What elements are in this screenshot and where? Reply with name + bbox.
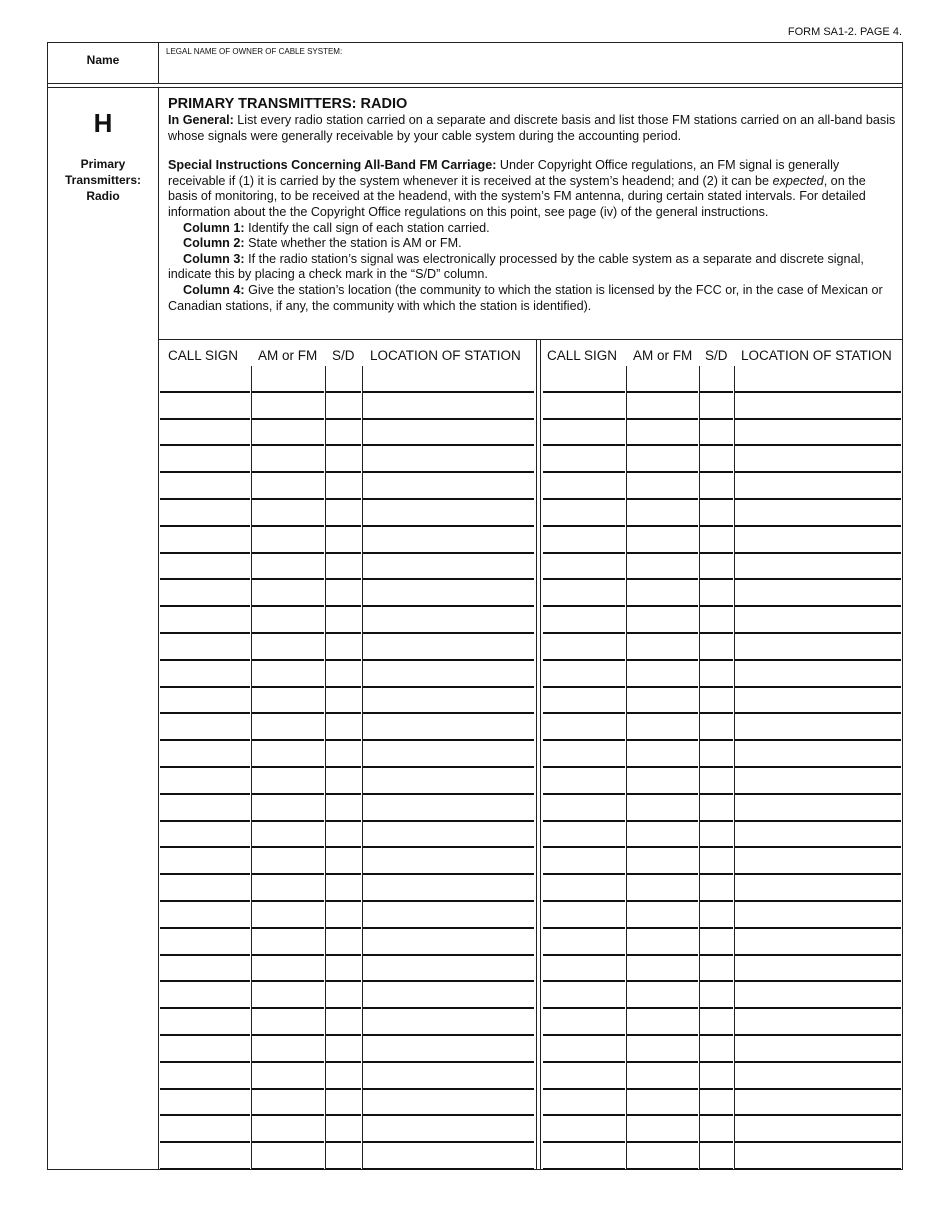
col1-text: Identify the call sign of each station carried. [244, 220, 490, 235]
entry-line[interactable] [160, 900, 250, 902]
entry-line[interactable] [700, 846, 733, 848]
entry-line[interactable] [627, 793, 698, 795]
entry-line[interactable] [160, 498, 250, 500]
header-am-fm-1: AM or FM [258, 348, 318, 363]
entry-line[interactable] [700, 927, 733, 929]
header-call-sign-2: CALL SIGN [547, 348, 618, 363]
entry-line[interactable] [543, 873, 625, 875]
entry-line[interactable] [160, 739, 250, 741]
entry-line[interactable] [326, 712, 361, 714]
entry-line[interactable] [160, 980, 250, 982]
entry-line[interactable] [160, 793, 250, 795]
entry-line[interactable] [160, 1061, 250, 1063]
entry-line[interactable] [543, 391, 625, 393]
entry-line[interactable] [543, 525, 625, 527]
entry-line[interactable] [627, 632, 698, 634]
entry-line[interactable] [326, 525, 361, 527]
entry-line[interactable] [363, 498, 534, 500]
entry-line[interactable] [326, 578, 361, 580]
entry-line[interactable] [735, 1061, 901, 1063]
entry-line[interactable] [160, 391, 250, 393]
entry-line[interactable] [326, 1007, 361, 1009]
entry-line[interactable] [252, 900, 324, 902]
entry-line[interactable] [252, 846, 324, 848]
entry-line[interactable] [252, 766, 324, 768]
entry-line[interactable] [252, 498, 324, 500]
entry-line[interactable] [326, 418, 361, 420]
entry-line[interactable] [700, 712, 733, 714]
entry-line[interactable] [363, 873, 534, 875]
entry-line[interactable] [700, 578, 733, 580]
entry-line[interactable] [627, 498, 698, 500]
header-sd-1: S/D [332, 348, 355, 363]
entry-line[interactable] [160, 1088, 250, 1090]
entry-line[interactable] [700, 498, 733, 500]
entry-line[interactable] [543, 1061, 625, 1063]
entry-line[interactable] [700, 444, 733, 446]
entry-line[interactable] [252, 1007, 324, 1009]
entry-line[interactable] [252, 418, 324, 420]
form-frame [47, 42, 903, 1170]
entry-line[interactable] [326, 605, 361, 607]
entry-line[interactable] [700, 793, 733, 795]
entry-line[interactable] [326, 686, 361, 688]
entry-line[interactable] [252, 552, 324, 554]
entry-line[interactable] [326, 1061, 361, 1063]
entry-line[interactable] [627, 712, 698, 714]
entry-line[interactable] [735, 927, 901, 929]
entry-line[interactable] [627, 954, 698, 956]
column1-instruction [168, 221, 896, 237]
entry-line[interactable] [543, 927, 625, 929]
entry-line[interactable] [735, 954, 901, 956]
entry-line[interactable] [735, 873, 901, 875]
entry-line[interactable] [252, 739, 324, 741]
entry-line[interactable] [627, 1061, 698, 1063]
entry-line[interactable] [543, 632, 625, 634]
special-text-1: Under Copyright Office regulations, an FM signal is generally receivable if (1) it is carried by the system whenever it is received at the system’s headend; and (2) it can be [168, 158, 840, 188]
entry-line[interactable] [252, 1061, 324, 1063]
entry-line[interactable] [543, 1034, 625, 1036]
form-id: FORM SA1-2. PAGE 4. [787, 26, 902, 38]
entry-line[interactable] [700, 739, 733, 741]
header-location-2: LOCATION OF STATION [741, 348, 892, 363]
entry-line[interactable] [735, 846, 901, 848]
entry-line[interactable] [363, 391, 534, 393]
entry-line[interactable] [326, 471, 361, 473]
entry-line[interactable] [543, 1088, 625, 1090]
entry-line[interactable] [160, 1034, 250, 1036]
entry-line[interactable] [627, 525, 698, 527]
entry-line[interactable] [735, 766, 901, 768]
entry-line[interactable] [700, 552, 733, 554]
entry-line[interactable] [735, 686, 901, 688]
entry-line[interactable] [700, 525, 733, 527]
entry-line[interactable] [363, 1141, 534, 1143]
entry-line[interactable] [627, 1168, 698, 1170]
entry-line[interactable] [627, 1114, 698, 1116]
entry-line[interactable] [627, 927, 698, 929]
entry-line[interactable] [160, 578, 250, 580]
entry-line[interactable] [160, 471, 250, 473]
entry-line[interactable] [700, 1141, 733, 1143]
entry-line[interactable] [252, 471, 324, 473]
general-label: In General: [168, 113, 234, 127]
entry-line[interactable] [326, 444, 361, 446]
entry-line[interactable] [735, 391, 901, 393]
section-letter: H [93, 108, 113, 138]
entry-line[interactable] [363, 954, 534, 956]
entry-line[interactable] [543, 471, 625, 473]
entry-line[interactable] [543, 552, 625, 554]
header-sd-2: S/D [705, 348, 728, 363]
entry-line[interactable] [326, 873, 361, 875]
entry-line[interactable] [627, 605, 698, 607]
entry-line[interactable] [363, 820, 534, 822]
entry-line[interactable] [252, 686, 324, 688]
special-paragraph [168, 158, 896, 220]
entry-line[interactable] [326, 820, 361, 822]
entry-line[interactable] [627, 444, 698, 446]
entry-line[interactable] [627, 1034, 698, 1036]
entry-line[interactable] [627, 1088, 698, 1090]
entry-line[interactable] [543, 1141, 625, 1143]
entry-line[interactable] [252, 391, 324, 393]
entry-line[interactable] [326, 954, 361, 956]
entry-line[interactable] [326, 927, 361, 929]
entry-line[interactable] [252, 659, 324, 661]
entry-line[interactable] [160, 525, 250, 527]
entry-line[interactable] [160, 418, 250, 420]
special-label: Special Instructions Concerning All-Band FM Carriage: [168, 158, 497, 173]
entry-line[interactable] [735, 471, 901, 473]
col3-text: If the radio station’s signal was electronically processed by the cable system as a separate and discrete signal, indicate this by placing a check mark in the “S/D” column. [168, 251, 864, 282]
special-text-2: , on the basis of monitoring, to be received at the headend, with the system’s FM antenna, during certain stated intervals. For detailed information about the the Copyright Office regulations on this point, see page (iv) of the general instructions. [168, 173, 866, 219]
entry-line[interactable] [160, 954, 250, 956]
column-divider [699, 366, 700, 1169]
entry-line[interactable] [160, 927, 250, 929]
entry-line[interactable] [326, 498, 361, 500]
entry-line[interactable] [160, 1007, 250, 1009]
entry-line[interactable] [700, 820, 733, 822]
entry-line[interactable] [543, 980, 625, 982]
entry-line[interactable] [326, 391, 361, 393]
entry-line[interactable] [252, 954, 324, 956]
header-am-fm-2: AM or FM [633, 348, 693, 363]
header-location-1: LOCATION OF STATION [370, 348, 521, 363]
column-divider [626, 366, 627, 1169]
entry-line[interactable] [543, 954, 625, 956]
entry-line[interactable] [700, 980, 733, 982]
instructions-heading: PRIMARY TRANSMITTERS: RADIO [168, 96, 408, 112]
entry-line[interactable] [160, 712, 250, 714]
station-table [159, 339, 902, 1169]
entry-line[interactable] [363, 1007, 534, 1009]
section-content [159, 88, 902, 1169]
entry-line[interactable] [543, 1168, 625, 1170]
entry-line[interactable] [543, 846, 625, 848]
instructions [168, 96, 896, 314]
entry-line[interactable] [735, 1034, 901, 1036]
entry-line[interactable] [700, 471, 733, 473]
entry-line[interactable] [252, 1034, 324, 1036]
col4-label: Column 4: [183, 282, 245, 297]
table-split-divider [536, 340, 541, 1169]
entry-line[interactable] [700, 659, 733, 661]
entry-line[interactable] [735, 739, 901, 741]
entry-line[interactable] [160, 1168, 250, 1170]
entry-line[interactable] [627, 659, 698, 661]
entry-line[interactable] [326, 1168, 361, 1170]
column-divider [251, 366, 252, 1169]
entry-line[interactable] [700, 873, 733, 875]
col1-label: Column 1: [183, 220, 245, 235]
entry-line[interactable] [700, 605, 733, 607]
entry-line[interactable] [363, 1168, 534, 1170]
entry-line[interactable] [326, 766, 361, 768]
entry-line[interactable] [543, 766, 625, 768]
entry-line[interactable] [326, 632, 361, 634]
entry-line[interactable] [700, 1088, 733, 1090]
entry-line[interactable] [735, 900, 901, 902]
entry-line[interactable] [363, 793, 534, 795]
entry-line[interactable] [160, 659, 250, 661]
entry-line[interactable] [326, 1114, 361, 1116]
entry-line[interactable] [735, 444, 901, 446]
entry-line[interactable] [735, 605, 901, 607]
entry-line[interactable] [700, 1007, 733, 1009]
entry-line[interactable] [627, 766, 698, 768]
entry-line[interactable] [543, 578, 625, 580]
entry-line[interactable] [543, 659, 625, 661]
entry-line[interactable] [700, 900, 733, 902]
entry-line[interactable] [363, 846, 534, 848]
entry-line[interactable] [252, 525, 324, 527]
entry-line[interactable] [735, 578, 901, 580]
entry-line[interactable] [363, 418, 534, 420]
col2-text: State whether the station is AM or FM. [244, 236, 462, 251]
section-sidebar [48, 88, 159, 1169]
entry-line[interactable] [363, 605, 534, 607]
column-divider [362, 366, 363, 1169]
entry-line[interactable] [735, 525, 901, 527]
entry-line[interactable] [252, 444, 324, 446]
entry-line[interactable] [700, 1114, 733, 1116]
entry-line[interactable] [700, 1061, 733, 1063]
name-label: Name [48, 43, 159, 83]
entry-line[interactable] [700, 1034, 733, 1036]
entry-line[interactable] [252, 980, 324, 982]
entry-line[interactable] [160, 1114, 250, 1116]
entry-line[interactable] [543, 686, 625, 688]
entry-line[interactable] [160, 846, 250, 848]
entry-line[interactable] [363, 444, 534, 446]
entry-line[interactable] [326, 793, 361, 795]
entry-line[interactable] [326, 980, 361, 982]
entry-line[interactable] [543, 739, 625, 741]
entry-line[interactable] [160, 873, 250, 875]
entry-line[interactable] [252, 793, 324, 795]
entry-line[interactable] [252, 712, 324, 714]
entry-line[interactable] [735, 632, 901, 634]
entry-line[interactable] [627, 1141, 698, 1143]
entry-line[interactable] [700, 686, 733, 688]
entry-line[interactable] [627, 900, 698, 902]
entry-line[interactable] [326, 1034, 361, 1036]
entry-line[interactable] [627, 552, 698, 554]
column-divider [734, 366, 735, 1169]
header-call-sign-1: CALL SIGN [168, 348, 239, 363]
entry-line[interactable] [700, 766, 733, 768]
col3-label: Column 3: [183, 251, 245, 266]
entry-line[interactable] [543, 820, 625, 822]
entry-line[interactable] [735, 1007, 901, 1009]
entry-line[interactable] [543, 1114, 625, 1116]
entry-line[interactable] [363, 578, 534, 580]
entry-line[interactable] [735, 1168, 901, 1170]
special-emph: expected [772, 173, 824, 188]
entry-line[interactable] [363, 980, 534, 982]
entry-line[interactable] [363, 632, 534, 634]
entry-line[interactable] [363, 686, 534, 688]
entry-line[interactable] [735, 418, 901, 420]
entry-line[interactable] [735, 552, 901, 554]
entry-line[interactable] [700, 1168, 733, 1170]
column-divider [325, 366, 326, 1169]
entry-line[interactable] [160, 766, 250, 768]
entry-line[interactable] [363, 1061, 534, 1063]
entry-line[interactable] [627, 1007, 698, 1009]
entry-line[interactable] [627, 739, 698, 741]
entry-line[interactable] [363, 659, 534, 661]
entry-line[interactable] [326, 739, 361, 741]
entry-line[interactable] [543, 1007, 625, 1009]
entry-line[interactable] [543, 712, 625, 714]
entry-line[interactable] [627, 391, 698, 393]
entry-line[interactable] [627, 418, 698, 420]
entry-line[interactable] [160, 686, 250, 688]
general-paragraph [168, 113, 896, 144]
entry-line[interactable] [543, 418, 625, 420]
entry-line[interactable] [252, 1114, 324, 1116]
entry-line[interactable] [252, 820, 324, 822]
entry-line[interactable] [735, 1088, 901, 1090]
entry-line[interactable] [700, 391, 733, 393]
entry-line[interactable] [735, 498, 901, 500]
entry-line[interactable] [627, 471, 698, 473]
col2-label: Column 2: [183, 236, 245, 251]
entry-line[interactable] [363, 712, 534, 714]
entry-line[interactable] [252, 632, 324, 634]
entry-line[interactable] [627, 980, 698, 982]
entry-line[interactable] [363, 900, 534, 902]
entry-line[interactable] [160, 444, 250, 446]
entry-line[interactable] [326, 552, 361, 554]
entry-line[interactable] [543, 444, 625, 446]
entry-line[interactable] [363, 471, 534, 473]
entry-line[interactable] [363, 1034, 534, 1036]
entry-line[interactable] [700, 418, 733, 420]
entry-line[interactable] [160, 1141, 250, 1143]
entry-line[interactable] [252, 578, 324, 580]
column2-instruction [168, 236, 896, 252]
column3-instruction [168, 252, 896, 283]
entry-line[interactable] [252, 927, 324, 929]
entry-line[interactable] [326, 1088, 361, 1090]
entry-line[interactable] [363, 1088, 534, 1090]
entry-line[interactable] [627, 846, 698, 848]
entry-line[interactable] [735, 1141, 901, 1143]
entry-line[interactable] [363, 552, 534, 554]
entry-line[interactable] [735, 659, 901, 661]
name-row [48, 43, 902, 84]
entry-line[interactable] [326, 900, 361, 902]
entry-line[interactable] [363, 1114, 534, 1116]
entry-line[interactable] [543, 793, 625, 795]
entry-line[interactable] [326, 846, 361, 848]
entry-line[interactable] [363, 525, 534, 527]
entry-line[interactable] [252, 873, 324, 875]
entry-line[interactable] [252, 1168, 324, 1170]
entry-line[interactable] [627, 578, 698, 580]
entry-line[interactable] [700, 632, 733, 634]
entry-line[interactable] [252, 1141, 324, 1143]
entry-line[interactable] [363, 766, 534, 768]
entry-line[interactable] [543, 498, 625, 500]
general-text: List every radio station carried on a separate and discrete basis and list those FM stations carried on an all-band basis whose signals were generally receivable by your cable system during the accounting period. [168, 113, 896, 143]
entry-line[interactable] [627, 873, 698, 875]
entry-line[interactable] [735, 980, 901, 982]
entry-line[interactable] [363, 927, 534, 929]
legal-name-label: LEGAL NAME OF OWNER OF CABLE SYSTEM: [166, 47, 343, 56]
entry-line[interactable] [700, 954, 733, 956]
entry-line[interactable] [160, 632, 250, 634]
entry-line[interactable] [735, 712, 901, 714]
entry-line[interactable] [326, 1141, 361, 1143]
entry-line[interactable] [735, 820, 901, 822]
entry-line[interactable] [363, 739, 534, 741]
column4-instruction [168, 283, 896, 314]
entry-line[interactable] [160, 552, 250, 554]
entry-line[interactable] [627, 820, 698, 822]
entry-line[interactable] [735, 1114, 901, 1116]
section-title: Primary Transmitters: Radio [64, 157, 142, 203]
entry-line[interactable] [627, 686, 698, 688]
entry-line[interactable] [252, 1088, 324, 1090]
entry-line[interactable] [252, 605, 324, 607]
entry-line[interactable] [543, 900, 625, 902]
entry-line[interactable] [160, 820, 250, 822]
col4-text: Give the station’s location (the community to which the station is licensed by the FCC or, in the case of Mexican or Canadian stations, if any, the community with which the station is identified). [168, 282, 883, 313]
entry-line[interactable] [735, 793, 901, 795]
entry-line[interactable] [543, 605, 625, 607]
entry-line[interactable] [326, 659, 361, 661]
entry-line[interactable] [160, 605, 250, 607]
